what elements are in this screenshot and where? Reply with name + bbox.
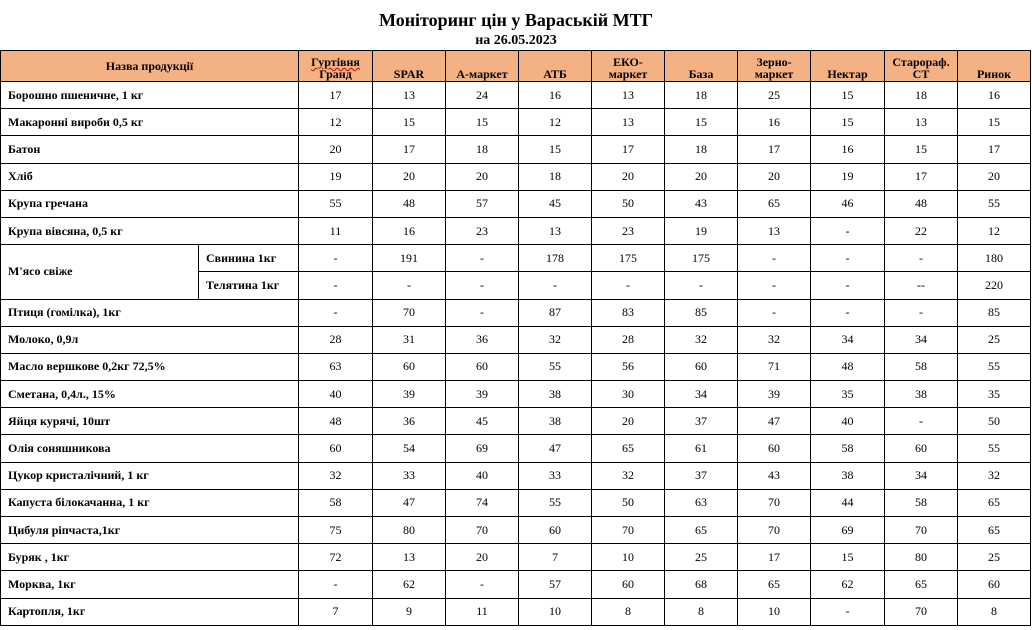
product-subname: Свинина 1кг xyxy=(199,245,299,272)
price-cell: 60 xyxy=(885,435,958,462)
price-cell: 60 xyxy=(738,435,811,462)
price-cell: 12 xyxy=(958,217,1031,244)
table-row xyxy=(1,190,1031,217)
price-cell: 40 xyxy=(446,462,519,489)
price-cell: 43 xyxy=(738,462,811,489)
price-cell: - xyxy=(446,272,519,299)
price-cell: - xyxy=(299,245,373,272)
price-cell: 33 xyxy=(519,462,592,489)
price-cell: 46 xyxy=(811,190,885,217)
price-cell: 34 xyxy=(885,326,958,353)
price-cell: 15 xyxy=(665,109,738,136)
price-cell: 13 xyxy=(373,82,446,109)
price-table xyxy=(0,50,1031,626)
price-cell: 10 xyxy=(519,598,592,625)
table-row xyxy=(1,381,1031,408)
price-cell: 54 xyxy=(373,435,446,462)
price-cell: 20 xyxy=(592,163,665,190)
price-cell: - xyxy=(811,245,885,272)
price-cell: 57 xyxy=(519,571,592,598)
price-cell: 15 xyxy=(373,109,446,136)
column-header-store xyxy=(738,51,811,82)
price-cell: 38 xyxy=(519,408,592,435)
column-header-text: СТ xyxy=(912,67,930,81)
price-cell: 60 xyxy=(592,571,665,598)
price-cell: 15 xyxy=(885,136,958,163)
price-cell: 58 xyxy=(299,489,373,516)
table-body xyxy=(1,82,1031,626)
price-cell: 10 xyxy=(738,598,811,625)
price-cell: 57 xyxy=(446,190,519,217)
table-row xyxy=(1,489,1031,516)
product-name: Крупа вівсяна, 0,5 кг xyxy=(1,217,299,244)
column-header-text: Нектар xyxy=(827,67,868,81)
price-cell: 35 xyxy=(958,381,1031,408)
table-row xyxy=(1,217,1031,244)
price-cell: 40 xyxy=(811,408,885,435)
price-cell: 65 xyxy=(592,435,665,462)
price-cell: 75 xyxy=(299,517,373,544)
price-cell: 13 xyxy=(592,109,665,136)
price-cell: 33 xyxy=(373,462,446,489)
price-cell: 70 xyxy=(885,598,958,625)
price-cell: - xyxy=(885,299,958,326)
column-header-text: маркет xyxy=(608,67,648,81)
price-cell: 34 xyxy=(665,381,738,408)
price-cell: 22 xyxy=(885,217,958,244)
price-cell: 12 xyxy=(299,109,373,136)
price-cell: 48 xyxy=(299,408,373,435)
price-cell: 32 xyxy=(665,326,738,353)
column-header-text: Гуртівня xyxy=(311,55,360,69)
price-cell: 62 xyxy=(373,571,446,598)
price-cell: 25 xyxy=(738,82,811,109)
price-cell: 8 xyxy=(665,598,738,625)
price-cell: 175 xyxy=(665,245,738,272)
title-block xyxy=(0,0,1032,50)
price-cell: 15 xyxy=(811,82,885,109)
column-header-text: Гранд xyxy=(319,67,352,81)
price-cell: 62 xyxy=(811,571,885,598)
price-cell: 85 xyxy=(665,299,738,326)
price-cell: 60 xyxy=(958,571,1031,598)
price-cell: 83 xyxy=(592,299,665,326)
price-cell: 39 xyxy=(446,381,519,408)
price-cell: 9 xyxy=(373,598,446,625)
price-cell: 16 xyxy=(738,109,811,136)
price-cell: 13 xyxy=(592,82,665,109)
table-row xyxy=(1,435,1031,462)
price-cell: 32 xyxy=(299,462,373,489)
column-header-text: Зерно- xyxy=(756,55,792,69)
column-header-store xyxy=(885,51,958,82)
price-cell: 25 xyxy=(665,544,738,571)
price-cell: - xyxy=(811,272,885,299)
price-cell: 20 xyxy=(446,163,519,190)
document-date: на 26.05.2023 xyxy=(475,33,557,48)
price-cell: - xyxy=(299,299,373,326)
price-cell: 44 xyxy=(811,489,885,516)
price-cell: 60 xyxy=(373,353,446,380)
price-cell: 19 xyxy=(811,163,885,190)
price-cell: 18 xyxy=(519,163,592,190)
price-cell: 17 xyxy=(885,163,958,190)
price-cell: - xyxy=(885,245,958,272)
price-cell: 28 xyxy=(592,326,665,353)
product-name: Олія соняшникова xyxy=(1,435,299,462)
price-cell: - xyxy=(299,272,373,299)
price-cell: 55 xyxy=(958,353,1031,380)
price-cell: 23 xyxy=(592,217,665,244)
column-header-store xyxy=(811,51,885,82)
product-name: Батон xyxy=(1,136,299,163)
price-cell: 69 xyxy=(811,517,885,544)
price-cell: - xyxy=(446,571,519,598)
price-cell: 23 xyxy=(446,217,519,244)
price-cell: 15 xyxy=(446,109,519,136)
price-cell: 20 xyxy=(446,544,519,571)
price-cell: 87 xyxy=(519,299,592,326)
price-cell: 178 xyxy=(519,245,592,272)
price-cell: 15 xyxy=(811,544,885,571)
price-cell: - xyxy=(373,272,446,299)
product-name: Масло вершкове 0,2кг 72,5% xyxy=(1,353,299,380)
price-cell: 36 xyxy=(446,326,519,353)
price-cell: 55 xyxy=(958,435,1031,462)
price-cell: - xyxy=(811,598,885,625)
price-cell: 63 xyxy=(665,489,738,516)
price-cell: 11 xyxy=(299,217,373,244)
price-cell: - xyxy=(519,272,592,299)
price-cell: 47 xyxy=(738,408,811,435)
price-cell: 56 xyxy=(592,353,665,380)
price-cell: 18 xyxy=(665,82,738,109)
price-cell: 38 xyxy=(519,381,592,408)
price-cell: 25 xyxy=(958,326,1031,353)
price-cell: - xyxy=(738,272,811,299)
product-name: Морква, 1кг xyxy=(1,571,299,598)
price-cell: 32 xyxy=(958,462,1031,489)
price-cell: 45 xyxy=(519,190,592,217)
price-cell: 69 xyxy=(446,435,519,462)
price-cell: - xyxy=(811,217,885,244)
price-cell: - xyxy=(738,299,811,326)
price-cell: 20 xyxy=(738,163,811,190)
price-cell: 39 xyxy=(373,381,446,408)
price-cell: 19 xyxy=(665,217,738,244)
price-cell: 65 xyxy=(958,489,1031,516)
price-cell: 43 xyxy=(665,190,738,217)
product-name: Крупа гречана xyxy=(1,190,299,217)
price-cell: - xyxy=(811,299,885,326)
price-cell: 50 xyxy=(592,190,665,217)
price-cell: 60 xyxy=(519,517,592,544)
price-cell: 19 xyxy=(299,163,373,190)
price-cell: 8 xyxy=(958,598,1031,625)
product-name: Цукор кристалічний, 1 кг xyxy=(1,462,299,489)
table-row xyxy=(1,136,1031,163)
price-cell: 17 xyxy=(373,136,446,163)
price-cell: 32 xyxy=(519,326,592,353)
price-cell: 65 xyxy=(738,190,811,217)
price-cell: 32 xyxy=(592,462,665,489)
price-cell: 70 xyxy=(592,517,665,544)
product-name: Буряк , 1кг xyxy=(1,544,299,571)
price-cell: 17 xyxy=(738,136,811,163)
price-cell: 18 xyxy=(885,82,958,109)
price-cell: 16 xyxy=(811,136,885,163)
price-cell: 15 xyxy=(519,136,592,163)
column-header-text: SPAR xyxy=(393,67,425,81)
price-cell: 35 xyxy=(811,381,885,408)
product-name: Капуста білокачанна, 1 кг xyxy=(1,489,299,516)
price-cell: 48 xyxy=(373,190,446,217)
price-cell: 48 xyxy=(811,353,885,380)
price-cell: 13 xyxy=(738,217,811,244)
price-cell: 39 xyxy=(738,381,811,408)
product-name: Птиця (гомілка), 1кг xyxy=(1,299,299,326)
table-row xyxy=(1,571,1031,598)
price-cell: 7 xyxy=(519,544,592,571)
document-title: Моніторинг цін у Вараській МТГ xyxy=(378,10,654,30)
price-cell: 80 xyxy=(885,544,958,571)
price-cell: 13 xyxy=(373,544,446,571)
price-cell: 65 xyxy=(885,571,958,598)
price-cell: 175 xyxy=(592,245,665,272)
product-name: Яйця курячі, 10шт xyxy=(1,408,299,435)
price-cell: 47 xyxy=(519,435,592,462)
price-cell: 16 xyxy=(519,82,592,109)
table-row xyxy=(1,462,1031,489)
column-header-store xyxy=(373,51,446,82)
header-row xyxy=(1,51,1031,82)
column-header-product xyxy=(1,51,299,82)
price-cell: 70 xyxy=(446,517,519,544)
price-cell: 8 xyxy=(592,598,665,625)
product-name: Цибуля ріпчаста,1кг xyxy=(1,517,299,544)
price-cell: 20 xyxy=(299,136,373,163)
table-row xyxy=(1,326,1031,353)
price-cell: - xyxy=(738,245,811,272)
price-cell: 40 xyxy=(299,381,373,408)
price-cell: 65 xyxy=(958,517,1031,544)
column-header-store xyxy=(592,51,665,82)
price-cell: 65 xyxy=(738,571,811,598)
price-cell: 55 xyxy=(958,190,1031,217)
price-cell: 20 xyxy=(592,408,665,435)
price-cell: 10 xyxy=(592,544,665,571)
column-header-store xyxy=(299,51,373,82)
price-cell: 60 xyxy=(299,435,373,462)
price-cell: 25 xyxy=(958,544,1031,571)
price-cell: - xyxy=(592,272,665,299)
table-row xyxy=(1,163,1031,190)
column-header-text: А-маркет xyxy=(456,67,508,81)
price-cell: 20 xyxy=(665,163,738,190)
column-header-store xyxy=(958,51,1031,82)
price-cell: 17 xyxy=(592,136,665,163)
table-row xyxy=(1,408,1031,435)
price-cell: 32 xyxy=(738,326,811,353)
price-cell: 71 xyxy=(738,353,811,380)
price-cell: 68 xyxy=(665,571,738,598)
price-cell: 13 xyxy=(885,109,958,136)
price-cell: 70 xyxy=(738,489,811,516)
price-cell: 31 xyxy=(373,326,446,353)
price-cell: - xyxy=(446,245,519,272)
price-cell: 65 xyxy=(665,517,738,544)
product-subname: Телятина 1кг xyxy=(199,272,299,299)
price-cell: 17 xyxy=(299,82,373,109)
price-cell: 60 xyxy=(446,353,519,380)
price-cell: 37 xyxy=(665,462,738,489)
price-cell: 55 xyxy=(299,190,373,217)
price-cell: 50 xyxy=(958,408,1031,435)
price-cell: -- xyxy=(885,272,958,299)
price-cell: 60 xyxy=(665,353,738,380)
price-cell: 34 xyxy=(811,326,885,353)
product-name: Макаронні вироби 0,5 кг xyxy=(1,109,299,136)
table-row xyxy=(1,82,1031,109)
price-cell: 61 xyxy=(665,435,738,462)
column-header-store xyxy=(665,51,738,82)
price-cell: 55 xyxy=(519,489,592,516)
column-header-text: ЕКО- xyxy=(613,55,643,69)
price-cell: 47 xyxy=(373,489,446,516)
price-cell: 17 xyxy=(958,136,1031,163)
price-cell: 58 xyxy=(885,489,958,516)
table-row xyxy=(1,299,1031,326)
price-cell: 58 xyxy=(885,353,958,380)
price-cell: 74 xyxy=(446,489,519,516)
price-cell: 70 xyxy=(738,517,811,544)
price-cell: 80 xyxy=(373,517,446,544)
price-cell: 70 xyxy=(885,517,958,544)
table-row xyxy=(1,109,1031,136)
product-name: М'ясо свіже xyxy=(1,245,199,299)
price-cell: 20 xyxy=(958,163,1031,190)
product-name: Сметана, 0,4л., 15% xyxy=(1,381,299,408)
price-cell: 15 xyxy=(811,109,885,136)
price-cell: - xyxy=(885,408,958,435)
price-cell: 45 xyxy=(446,408,519,435)
column-header-text: АТБ xyxy=(543,67,567,81)
price-cell: 58 xyxy=(811,435,885,462)
price-cell: 180 xyxy=(958,245,1031,272)
table-row xyxy=(1,544,1031,571)
price-cell: 34 xyxy=(885,462,958,489)
price-cell: 17 xyxy=(738,544,811,571)
price-cell: 220 xyxy=(958,272,1031,299)
price-cell: 37 xyxy=(665,408,738,435)
price-cell: 11 xyxy=(446,598,519,625)
column-header-text: маркет xyxy=(754,67,794,81)
table-row xyxy=(1,598,1031,625)
price-cell: 28 xyxy=(299,326,373,353)
price-cell: 191 xyxy=(373,245,446,272)
price-cell: 38 xyxy=(811,462,885,489)
table-row xyxy=(1,517,1031,544)
price-cell: 15 xyxy=(958,109,1031,136)
price-cell: 7 xyxy=(299,598,373,625)
column-header-text: Назва продукції xyxy=(105,59,194,73)
table-row xyxy=(1,245,1031,272)
price-cell: 24 xyxy=(446,82,519,109)
price-cell: - xyxy=(446,299,519,326)
price-cell: 18 xyxy=(446,136,519,163)
price-cell: 30 xyxy=(592,381,665,408)
price-cell: 13 xyxy=(519,217,592,244)
price-cell: 50 xyxy=(592,489,665,516)
price-cell: 18 xyxy=(665,136,738,163)
table-row xyxy=(1,353,1031,380)
column-header-text: База xyxy=(688,67,714,81)
product-name: Хліб xyxy=(1,163,299,190)
product-name: Молоко, 0,9л xyxy=(1,326,299,353)
column-header-store xyxy=(519,51,592,82)
column-header-text: Ринок xyxy=(976,67,1012,81)
price-cell: 20 xyxy=(373,163,446,190)
price-cell: 16 xyxy=(373,217,446,244)
price-cell: 85 xyxy=(958,299,1031,326)
price-cell: 36 xyxy=(373,408,446,435)
price-cell: 55 xyxy=(519,353,592,380)
price-cell: 72 xyxy=(299,544,373,571)
column-header-store xyxy=(446,51,519,82)
price-cell: 38 xyxy=(885,381,958,408)
product-name: Картопля, 1кг xyxy=(1,598,299,625)
product-name: Борошно пшеничне, 1 кг xyxy=(1,82,299,109)
price-cell: - xyxy=(299,571,373,598)
price-cell: 63 xyxy=(299,353,373,380)
price-cell: 16 xyxy=(958,82,1031,109)
price-cell: 70 xyxy=(373,299,446,326)
price-cell: 48 xyxy=(885,190,958,217)
price-cell: 12 xyxy=(519,109,592,136)
column-header-text: Старораф. xyxy=(892,55,950,69)
price-cell: - xyxy=(665,272,738,299)
